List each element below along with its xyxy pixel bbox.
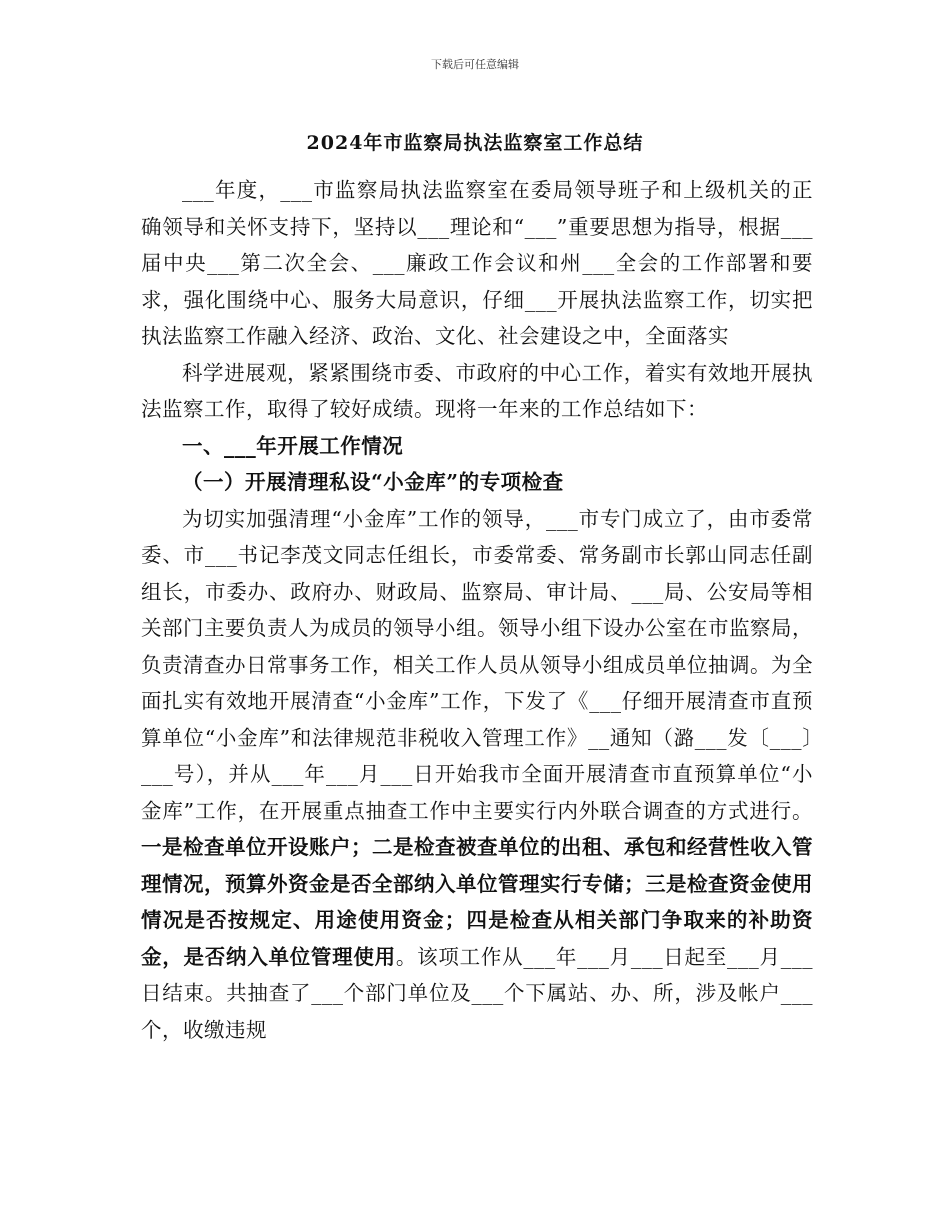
document-title: 2024年市监察局执法监察室工作总结: [306, 132, 644, 154]
header-note: 下载后可任意编辑: [431, 58, 519, 71]
document-body: [141, 172, 813, 1048]
paragraph-text-tail: 。该项工作从___年___月___日起至___月___日结束。共抽查了___个部门单位及___个下属站、办、所，涉及帐户___个，收缴违规: [141, 944, 814, 1042]
section-heading-1: 一、___年开展工作情况: [182, 433, 404, 458]
paragraph-xiaojinku: [141, 501, 813, 1049]
paragraph-intro: ___年度，___市监察局执法监察室在委局领导班子和上级机关的正确领导和关怀支持下，坚持以___理论和“___”重要思想为指导，根据___届中央___第二次全会、___廉政工作会议和州___全会的工作部署和要求，强化围绕中心、服务大局意识，仔细___开展执法监察工作，切实把执法监察工作融入经济、政治、文化、社会建设之中，全面落实: [141, 178, 813, 348]
paragraph-intro-continued: 科学进展观，紧紧围绕市委、市政府的中心工作，着实有效地开展执法监察工作，取得了较好成绩。现将一年来的工作总结如下：: [141, 360, 813, 421]
subsection-heading-1: （一）开展清理私设“小金库”的专项检查: [182, 470, 564, 494]
paragraph-bold-text: 一是检查单位开设账户；二是检查被查单位的出租、承包和经营性收入管理情况，预算外资金是否全部纳入单位管理实行专储；三是检查资金使用情况是否按规定、用途使用资金；四是检查从相关部门争取来的补助资金，是否纳入单位管理使用: [141, 835, 813, 969]
paragraph-text: 为切实加强清理“小金库”工作的领导，___市专门成立了，由市委常委、市___书记李茂文同志任组长，市委常委、常务副市长郭山同志任副组长，市委办、政府办、财政局、监察局、审计局、___局、公安局等相关部门主要负责人为成员的领导小组。领导小组下设办公室在市监察局，负责清查办日常事务工作，相关工作人员从领导小组成员单位抽调。为全面扎实有效地开展清查“小金库”工作，下发了《___仔细开展清查市直预算单位“小金库”和法律规范非税收入管理工作》__通知（潞___发〔___〕___号），并从___年___月___日开始我市全面开展清查市直预算单位“小金库”工作，在开展重点抽查工作中主要实行内外联合调查的方式进行。: [141, 506, 813, 823]
